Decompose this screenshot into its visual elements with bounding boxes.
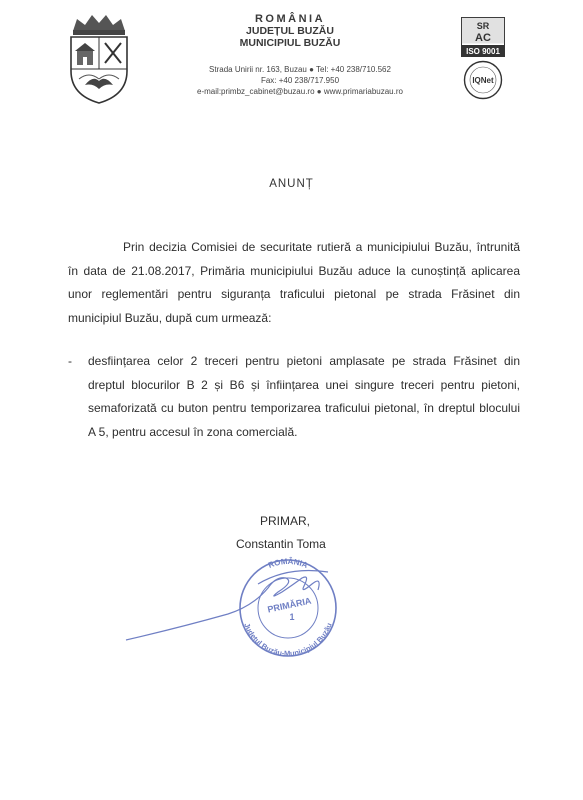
- list-item: desființarea celor 2 treceri pentru pietoni amplasate pe strada Frăsinet din dreptul blocurilor B 2 și B6 și înființarea unei singure treceri pentru pietoni, semaforizată cu buton pentru temporizarea traficului pietonal, în dreptul blocului A 5, pentru accesul în zona comercială.: [88, 354, 520, 439]
- county-name: JUDEȚUL BUZĂU: [246, 25, 334, 37]
- stamp-number: 1: [289, 612, 295, 622]
- announcement-list: [68, 350, 520, 444]
- header-block: [150, 13, 430, 49]
- address-line: Strada Unirii nr. 163, Buzau ● Tel: +40 238/710.562: [209, 65, 391, 74]
- list-bullet: -: [68, 354, 72, 368]
- iso-text: ISO 9001: [466, 47, 500, 56]
- fax-line: Fax: +40 238/717.950: [260, 76, 340, 85]
- srac-bottom-text: AC: [475, 32, 491, 44]
- country-name: ROMÂNIA: [254, 13, 326, 25]
- iqnet-certification-icon: [463, 60, 503, 100]
- announcement-paragraph: [68, 236, 520, 330]
- official-stamp: [118, 548, 378, 658]
- document-title: ANUNȚ: [269, 178, 314, 190]
- municipality-name: MUNICIPIUL BUZĂU: [239, 37, 341, 49]
- signature-name: Constantin Toma: [236, 537, 326, 551]
- contact-block: [160, 64, 440, 97]
- stamp-bottom-text: Județul Buzău-Municipiul Buzău: [242, 621, 334, 658]
- iqnet-text: IQNet: [472, 76, 494, 85]
- signature-title: PRIMAR,: [260, 514, 311, 528]
- stamp-center-text: PRIMĂRIA: [266, 595, 313, 615]
- srac-top-text: SR: [476, 21, 490, 31]
- coat-of-arms-icon: [63, 13, 135, 105]
- srac-certification-icon: [461, 17, 505, 57]
- stamp-top-text: ROMÂNIA: [266, 556, 310, 571]
- paragraph-text: Prin decizia Comisiei de securitate rutieră a municipiului Buzău, întrunită în data de 21.08.2017, Primăria municipiului Buzău aduce la cunoștință aplicarea unor reglementări pentru siguranța traficului pietonal pe strada Frăsinet din municipiul Buzău, după cum urmează:: [68, 240, 520, 325]
- email-line: e-mail:primbz_cabinet@buzau.ro ● www.primariabuzau.ro: [197, 87, 403, 96]
